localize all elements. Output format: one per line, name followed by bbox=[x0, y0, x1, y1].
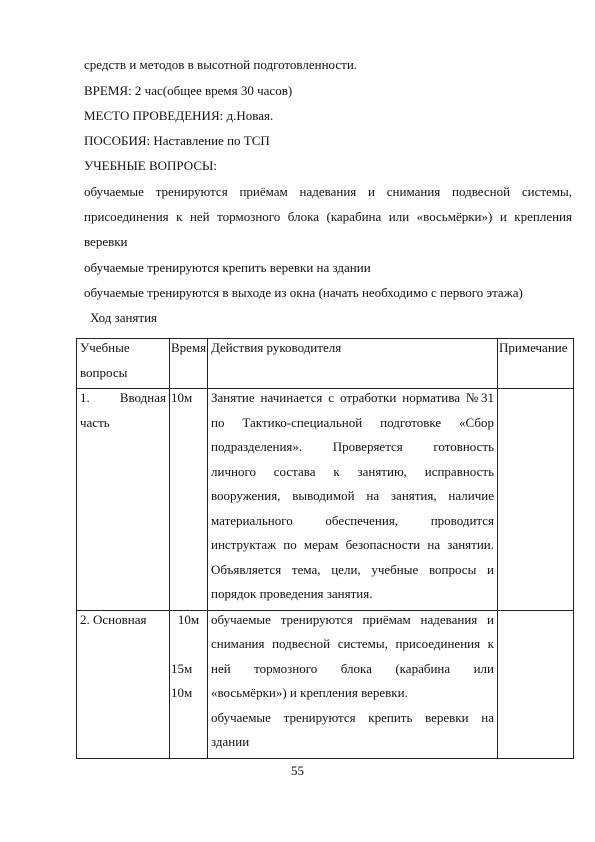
notes-cell bbox=[498, 389, 574, 611]
question-3: обучаемые тренируются в выходе из окна (начать необходимо с первого этажа) bbox=[84, 285, 523, 300]
notes-cell bbox=[498, 610, 574, 758]
header-questions bbox=[77, 339, 170, 389]
course-heading: Ход занятия bbox=[90, 310, 158, 325]
action-line: вооружения, выводимой на занятия, наличие bbox=[211, 488, 494, 503]
time-value: 10м bbox=[171, 685, 193, 700]
page-number: 55 bbox=[291, 763, 304, 778]
header-notes bbox=[498, 339, 574, 389]
action-line: снимания подвесной системы, присоединения к bbox=[211, 636, 494, 651]
header-actions bbox=[208, 339, 498, 389]
action-line: по Тактико-специальной подготовке «Сбор bbox=[211, 414, 494, 430]
question-number: 1. bbox=[80, 390, 90, 405]
action-line: подразделения». Проверяется готовность bbox=[211, 439, 494, 454]
action-line: Объявляется тема, цели, учебные вопросы и bbox=[211, 561, 494, 577]
header-text: Время bbox=[171, 340, 207, 355]
action-line: инструктаж по мерам безопасности на занятии. bbox=[211, 537, 494, 552]
action-line: ней тормозного блока (карабина или bbox=[211, 660, 494, 676]
question-1-line: обучаемые тренируются приёмам надевания и снимания подвесной системы, bbox=[84, 184, 572, 199]
question-1-line: присоединения к ней тормозного блока (карабина или «восьмёрки») и крепления bbox=[84, 209, 572, 224]
action-line: «восьмёрки») и крепления веревки. bbox=[211, 685, 408, 700]
table-header-row bbox=[77, 339, 574, 389]
time-value: 10м bbox=[171, 390, 193, 405]
action-line: личного состава к занятию, исправность bbox=[211, 463, 494, 479]
table-row bbox=[77, 389, 574, 611]
place-line: МЕСТО ПРОВЕДЕНИЯ: д.Новая. bbox=[84, 108, 274, 123]
action-line: Занятие начинается с отработки норматива №31 bbox=[211, 390, 494, 405]
action-line: материального обеспечения, проводится bbox=[211, 512, 494, 528]
text-line: средств и методов в высотной подготовленности. bbox=[84, 57, 358, 72]
time-spacer bbox=[170, 635, 207, 660]
header-time bbox=[170, 339, 208, 389]
header-text: Примечание bbox=[499, 340, 568, 355]
question-text bbox=[77, 389, 169, 414]
header-text: Учебные bbox=[80, 340, 130, 355]
time-value: 10м bbox=[177, 611, 200, 627]
table-row bbox=[77, 610, 574, 758]
question-title: Вводная bbox=[119, 390, 166, 405]
aids-line: ПОСОБИЯ: Наставление по ТСП bbox=[84, 133, 270, 148]
question-2: обучаемые тренируются крепить веревки на здании bbox=[84, 260, 371, 275]
action-line: обучаемые тренируются крепить веревки на bbox=[211, 709, 494, 725]
header-text: вопросы bbox=[80, 364, 128, 380]
question-1-line: веревки bbox=[84, 234, 128, 249]
actions-cell bbox=[208, 610, 498, 758]
question-cell bbox=[77, 389, 170, 611]
action-line: здании bbox=[211, 734, 250, 749]
question-cell bbox=[77, 610, 170, 758]
question-text: часть bbox=[80, 414, 110, 430]
lesson-plan-table bbox=[76, 338, 574, 759]
time-cell bbox=[170, 610, 208, 758]
actions-cell bbox=[208, 389, 498, 611]
action-line: порядок проведения занятия. bbox=[211, 586, 373, 601]
time-cell bbox=[170, 389, 208, 611]
time-line: ВРЕМЯ: 2 час(общее время 30 часов) bbox=[84, 83, 293, 98]
question-text: 2. Основная bbox=[80, 611, 147, 627]
action-line: обучаемые тренируются приёмам надевания и bbox=[211, 611, 494, 627]
header-text: Действия руководителя bbox=[211, 340, 342, 355]
time-value: 15м bbox=[171, 660, 193, 676]
questions-heading: УЧЕБНЫЕ ВОПРОСЫ: bbox=[84, 158, 217, 173]
